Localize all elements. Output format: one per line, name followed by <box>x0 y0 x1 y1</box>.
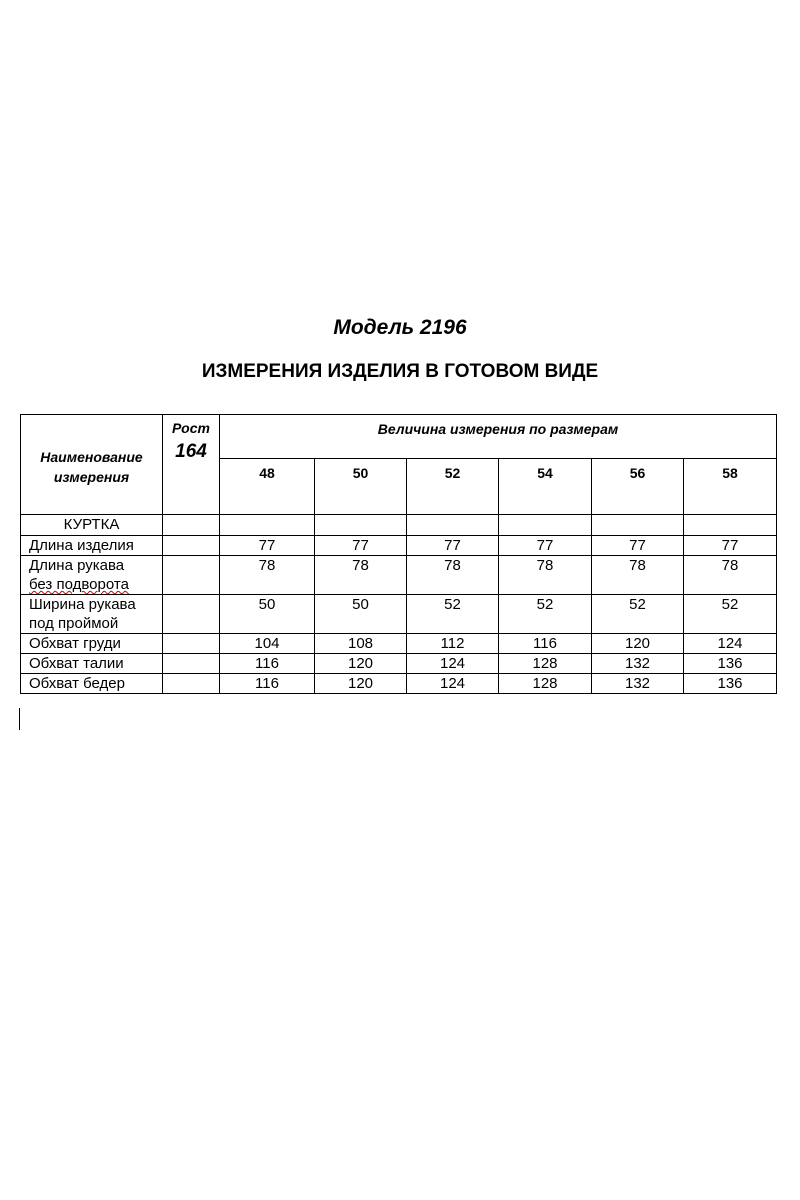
value-cell: 77 <box>407 536 499 556</box>
value-cell: 78 <box>592 556 684 595</box>
value-cell: 50 <box>220 595 315 634</box>
document-title: ИЗМЕРЕНИЯ ИЗДЕЛИЯ В ГОТОВОМ ВИДЕ <box>201 361 599 382</box>
value-cell: 77 <box>684 536 777 556</box>
value-cell: 78 <box>407 556 499 595</box>
value-cell: 50 <box>315 595 407 634</box>
value-cell: 52 <box>592 595 684 634</box>
table-row <box>21 634 777 654</box>
row-label <box>21 674 163 694</box>
size-header: 58 <box>684 459 777 515</box>
row-label <box>21 536 163 556</box>
size-header: 48 <box>220 459 315 515</box>
measurements-table <box>20 414 777 694</box>
row-label-line1: Длина изделия <box>29 537 134 554</box>
value-cell: 116 <box>220 654 315 674</box>
empty-cell <box>407 515 499 536</box>
value-cell: 136 <box>684 674 777 694</box>
value-cell: 78 <box>315 556 407 595</box>
size-header: 50 <box>315 459 407 515</box>
value-cell: 116 <box>499 634 592 654</box>
table-row <box>21 556 777 595</box>
row-label <box>21 634 163 654</box>
row-label <box>21 556 163 595</box>
value-cell: 124 <box>684 634 777 654</box>
value-cell: 77 <box>499 536 592 556</box>
value-cell: 112 <box>407 634 499 654</box>
row-label-line1: Обхват талии <box>29 655 124 672</box>
row-label <box>21 595 163 634</box>
value-cell: 104 <box>220 634 315 654</box>
empty-cell <box>315 515 407 536</box>
section-label: КУРТКА <box>21 515 163 536</box>
rost-cell <box>163 654 220 674</box>
empty-cell <box>499 515 592 536</box>
value-cell: 78 <box>499 556 592 595</box>
row-label-line1: Длина рукава <box>29 557 125 574</box>
empty-cell <box>684 515 777 536</box>
value-cell: 120 <box>592 634 684 654</box>
table-row <box>21 536 777 556</box>
value-cell: 77 <box>220 536 315 556</box>
rost-cell <box>163 674 220 694</box>
margin-rule <box>19 708 20 730</box>
value-cell: 124 <box>407 674 499 694</box>
name-header-line1: Наименование <box>40 448 143 465</box>
value-cell: 108 <box>315 634 407 654</box>
section-row <box>21 515 777 536</box>
size-header: 56 <box>592 459 684 515</box>
table-row <box>21 654 777 674</box>
value-cell: 132 <box>592 654 684 674</box>
size-header: 52 <box>407 459 499 515</box>
rost-cell <box>163 536 220 556</box>
value-cell: 77 <box>592 536 684 556</box>
name-header <box>21 415 163 515</box>
value-cell: 124 <box>407 654 499 674</box>
empty-cell <box>220 515 315 536</box>
value-cell: 132 <box>592 674 684 694</box>
table-row <box>21 595 777 634</box>
rost-cell <box>163 634 220 654</box>
rost-label: Рост <box>172 420 210 436</box>
empty-cell <box>592 515 684 536</box>
value-cell: 52 <box>407 595 499 634</box>
name-header-line2: измерения <box>53 468 130 485</box>
sizes-span-header: Величина измерения по размерам <box>220 415 777 459</box>
rost-header <box>163 415 220 515</box>
value-cell: 52 <box>684 595 777 634</box>
rost-value: 164 <box>175 441 207 462</box>
table-row <box>21 674 777 694</box>
row-label-line1: Обхват бедер <box>29 675 125 692</box>
value-cell: 78 <box>220 556 315 595</box>
rost-cell <box>163 556 220 595</box>
empty-cell <box>163 515 220 536</box>
value-cell: 120 <box>315 654 407 674</box>
size-header: 54 <box>499 459 592 515</box>
row-label-line2: без подворота <box>29 576 129 593</box>
value-cell: 78 <box>684 556 777 595</box>
value-cell: 128 <box>499 674 592 694</box>
header-row-1 <box>21 415 777 459</box>
row-label-line2: под проймой <box>29 615 119 632</box>
rost-cell <box>163 595 220 634</box>
value-cell: 52 <box>499 595 592 634</box>
value-cell: 120 <box>315 674 407 694</box>
model-title: Модель 2196 <box>333 316 467 339</box>
value-cell: 77 <box>315 536 407 556</box>
row-label-line1: Обхват груди <box>29 635 121 652</box>
value-cell: 136 <box>684 654 777 674</box>
value-cell: 116 <box>220 674 315 694</box>
value-cell: 128 <box>499 654 592 674</box>
row-label-line1: Ширина рукава <box>29 596 136 613</box>
row-label <box>21 654 163 674</box>
